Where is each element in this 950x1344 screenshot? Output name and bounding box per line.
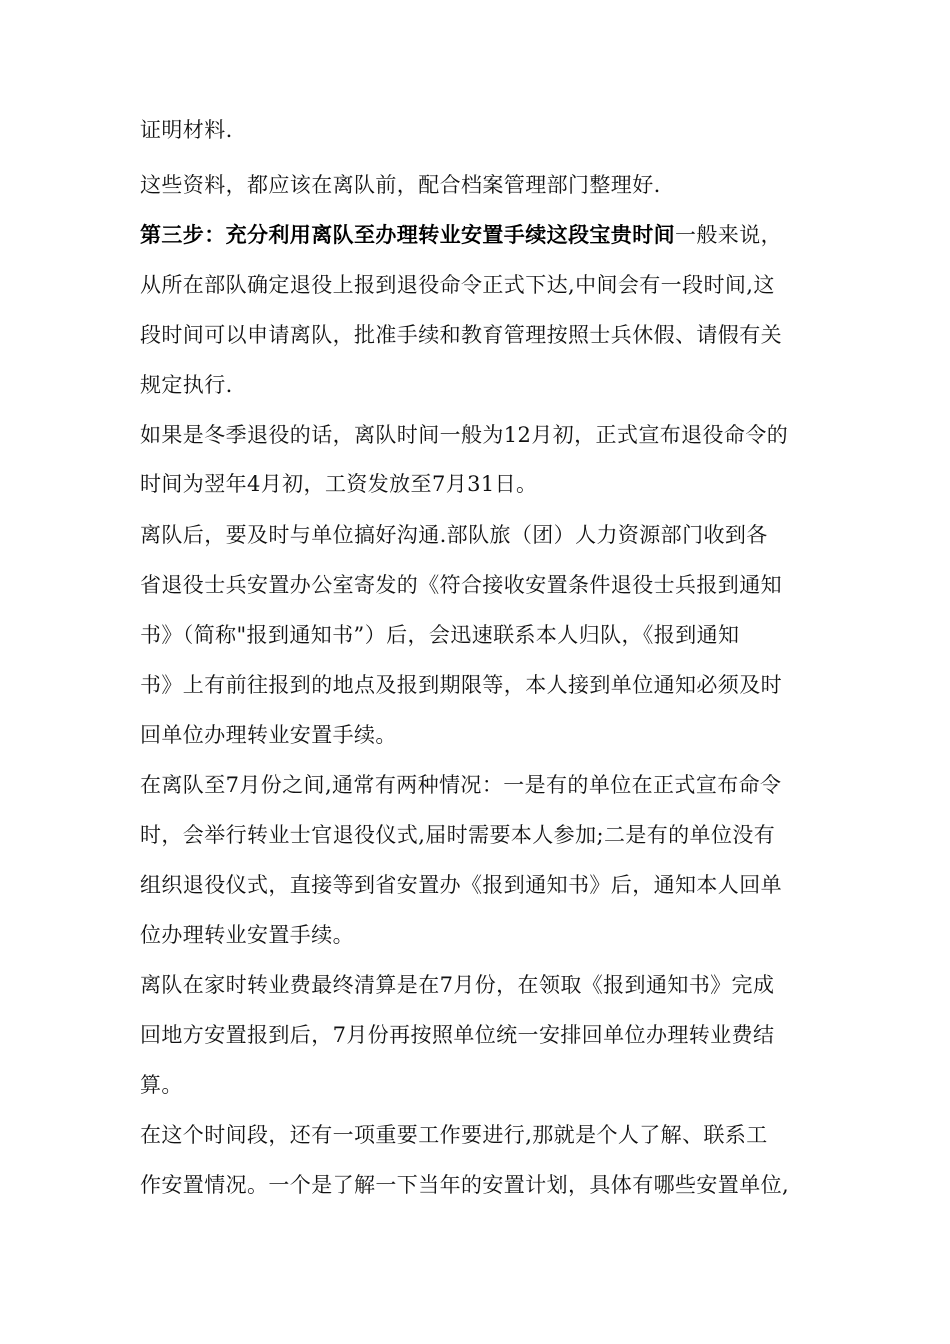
step3-heading: 第三步：充分利用离队至办理转业安置手续这段宝贵时间 xyxy=(140,223,675,247)
text-line: 离队在家时转业费最终清算是在7月份，在领取《报到通知书》完成 xyxy=(140,973,775,997)
text-line: 书》上有前往报到的地点及报到期限等，本人接到单位通知必须及时 xyxy=(140,673,782,697)
text-line: 书》（简称"报到通知书”）后，会迅速联系本人归队，《报到通知 xyxy=(140,623,740,647)
text-line: 证明材料. xyxy=(140,118,233,142)
text-line: 算。 xyxy=(140,1073,183,1097)
text-line: 时间为翌年4月初，工资发放至7月31日。 xyxy=(140,472,538,496)
text-line: 离队后，要及时与单位搞好沟通.部队旅（团）人力资源部门收到各 xyxy=(140,523,768,547)
text-line: 规定执行. xyxy=(140,373,233,397)
step3-heading-rest: 一般来说， xyxy=(675,223,782,247)
text-line: 省退役士兵安置办公室寄发的《符合接收安置条件退役士兵报到通知 xyxy=(140,573,782,597)
text-line: 从所在部队确定退役上报到退役命令正式下达,中间会有一段时间,这 xyxy=(140,273,775,297)
step3-line xyxy=(140,222,782,248)
text-line: 时，会举行转业士官退役仪式,届时需要本人参加;二是有的单位没有 xyxy=(140,823,776,847)
text-line: 在离队至7月份之间,通常有两种情况：一是有的单位在正式宣布命令 xyxy=(140,773,782,797)
text-line: 段时间可以申请离队，批准手续和教育管理按照士兵休假、请假有关 xyxy=(140,323,782,347)
text-line: 这些资料，都应该在离队前，配合档案管理部门整理好. xyxy=(140,173,661,197)
text-line: 如果是冬季退役的话，离队时间一般为12月初，正式宣布退役命令的 xyxy=(140,423,789,447)
text-line: 位办理转业安置手续。 xyxy=(140,923,354,947)
text-line: 回单位办理转业安置手续。 xyxy=(140,723,397,747)
text-line: 组织退役仪式，直接等到省安置办《报到通知书》后，通知本人回单 xyxy=(140,873,782,897)
text-line: 在这个时间段，还有一项重要工作要进行,那就是个人了解、联系工 xyxy=(140,1123,768,1147)
text-line: 回地方安置报到后，7月份再按照单位统一安排回单位办理转业费结 xyxy=(140,1023,775,1047)
text-line: 作安置情况。一个是了解一下当年的安置计划，具体有哪些安置单位, xyxy=(140,1173,790,1197)
